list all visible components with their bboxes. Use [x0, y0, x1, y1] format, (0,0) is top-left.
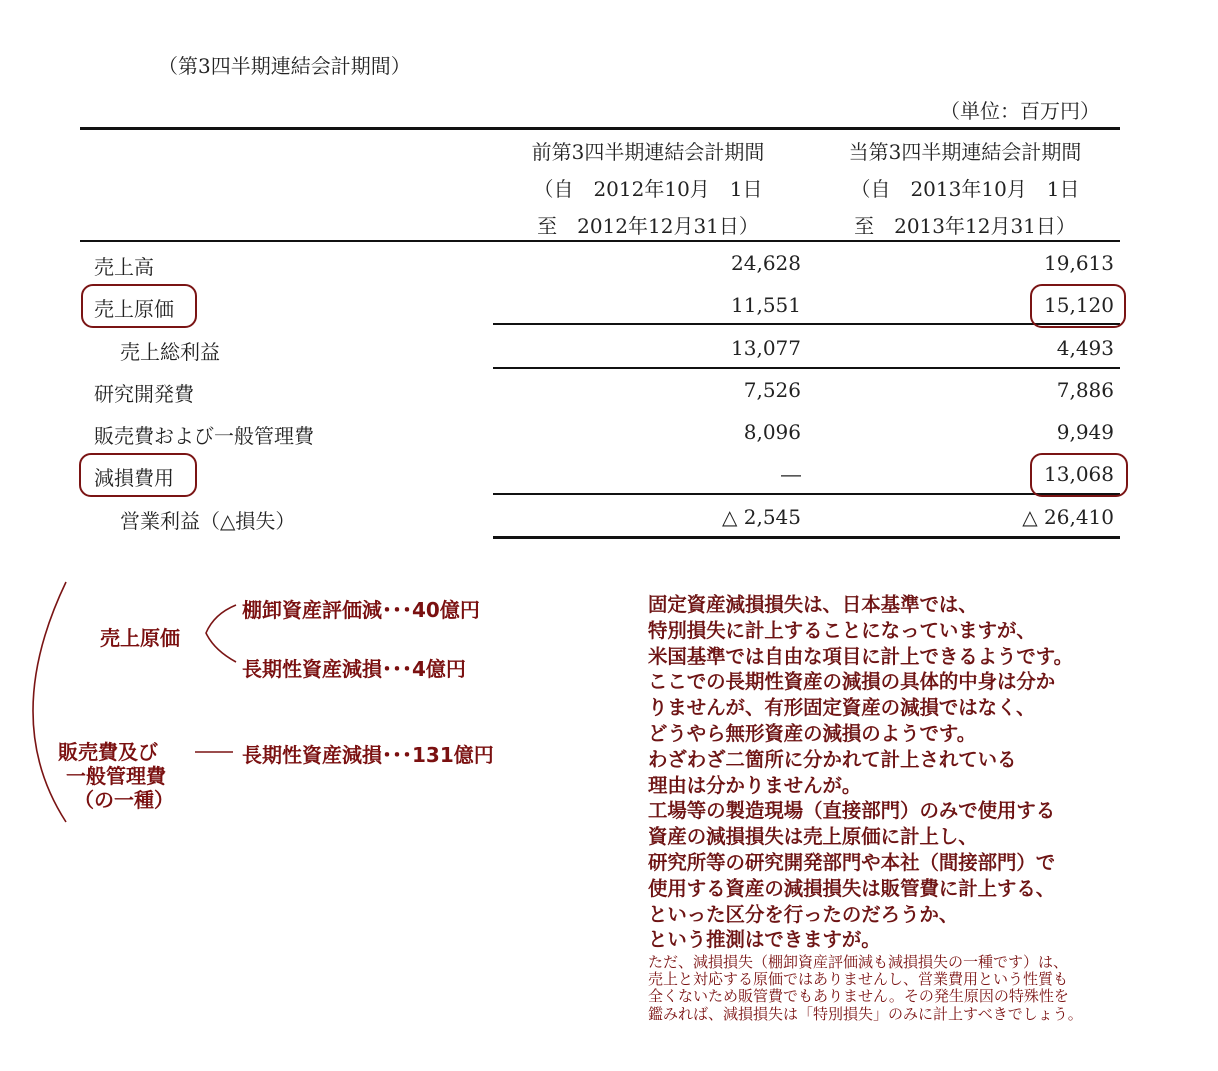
diagram-sga-item-longlived: 長期性資産減損･･･131億円 [242, 743, 494, 767]
highlight-impairment-value [1030, 453, 1128, 497]
commentary-line: 研究所等の研究開発部門や本社（間接部門）で [648, 850, 1056, 874]
cell-operating-income-curr: △ 26,410 [1022, 505, 1114, 529]
cell-sales-curr: 19,613 [1044, 251, 1114, 275]
highlight-impairment-label [79, 453, 197, 497]
column-curr-title: 当第3四半期連結会計期間 [848, 140, 1082, 164]
cell-rnd-prev: 7,526 [743, 378, 801, 402]
footnote-line: ただ、減損損失（棚卸資産評価減も減損損失の一種です）は、 [648, 953, 1069, 971]
unit-label: （単位：百万円） [940, 99, 1100, 123]
highlight-cogs-label [81, 284, 197, 328]
commentary-line: 米国基準では自由な項目に計上できるようです。 [648, 644, 1074, 668]
table-header-rule [80, 240, 1120, 242]
subtotal-rule-gross [493, 323, 1120, 325]
commentary-line: 特別損失に計上することになっていますが、 [648, 618, 1036, 642]
highlight-cogs-value [1030, 284, 1126, 328]
row-label-rnd: 研究開発費 [94, 382, 194, 406]
period-title: （第3四半期連結会計期間） [158, 54, 411, 78]
diagram-cogs-item-longlived: 長期性資産減損･･･4億円 [242, 657, 466, 681]
commentary-line: 工場等の製造現場（直接部門）のみで使用する [648, 799, 1056, 823]
subtotal-rule-gross-bottom [493, 367, 1120, 369]
commentary-line: 使用する資産の減損損失は販管費に計上する、 [648, 876, 1056, 900]
footnote-line: 売上と対応する原価ではありませんし、営業費用という性質も [648, 970, 1069, 989]
row-label-impairment: 減損費用 [94, 466, 174, 490]
column-prev-title: 前第3四半期連結会計期間 [531, 140, 765, 164]
row-label-cogs: 売上原価 [94, 297, 174, 321]
commentary-line: 固定資産減損損失は、日本基準では、 [648, 593, 978, 616]
commentary-line: といった区分を行ったのだろうか、 [648, 902, 959, 926]
cell-impairment-curr: 13,068 [1044, 462, 1114, 486]
footnote-line: 鑑みれば、減損損失は「特別損失」のみに計上すべきでしょう。 [648, 1004, 1083, 1023]
table-bottom-rule [493, 536, 1120, 539]
commentary-block [648, 592, 1073, 953]
footnote-block [648, 954, 1083, 1023]
cell-rnd-curr: 7,886 [1056, 378, 1114, 402]
commentary-line: という推測はできますが。 [648, 928, 881, 952]
cell-sga-curr: 9,949 [1056, 420, 1114, 444]
cell-sales-prev: 24,628 [731, 251, 801, 275]
diagram-sga-label-line3: （の一種） [74, 788, 174, 812]
commentary-line: りませんが、有形固定資産の減損ではなく、 [648, 696, 1036, 720]
column-prev-to: 至 2012年12月31日） [537, 214, 759, 238]
cell-gross-profit-prev: 13,077 [731, 336, 801, 360]
cell-cogs-prev: 11,551 [731, 293, 801, 317]
subtotal-rule-operating [493, 493, 1120, 495]
row-label-gross-profit: 売上総利益 [120, 340, 220, 364]
diagram-cogs-label: 売上原価 [100, 626, 180, 650]
column-curr-from: （自 2013年10月 1日 [850, 177, 1080, 201]
commentary-line: ここでの長期性資産の減損の具体的中身は分か [648, 670, 1056, 694]
cell-operating-income-prev: △ 2,545 [722, 505, 801, 529]
commentary-line: 理由は分かりませんが。 [648, 773, 862, 797]
diagram-sga-label-line2: 一般管理費 [66, 764, 166, 788]
row-label-sga: 販売費および一般管理費 [94, 424, 314, 448]
column-prev-from: （自 2012年10月 1日 [533, 177, 763, 201]
cell-gross-profit-curr: 4,493 [1056, 336, 1114, 360]
commentary-line: 資産の減損損失は売上原価に計上し、 [648, 825, 978, 849]
row-label-operating-income: 営業利益（△損失） [120, 509, 296, 533]
diagram-sga-label-line1: 販売費及び [58, 740, 158, 764]
diagram-cogs-item-inventory: 棚卸資産評価減･･･40億円 [242, 598, 480, 622]
cell-cogs-curr: 15,120 [1044, 293, 1114, 317]
footnote-line: 全くないため販管費でもありません。その発生原因の特殊性を [648, 987, 1069, 1006]
row-label-sales: 売上高 [94, 255, 154, 279]
cell-impairment-prev: ― [781, 462, 801, 486]
column-curr-to: 至 2013年12月31日） [854, 214, 1076, 238]
cell-sga-prev: 8,096 [743, 420, 801, 444]
commentary-line: わざわざ二箇所に分かれて計上されている [648, 747, 1017, 771]
commentary-line: どうやら無形資産の減損のようです。 [648, 721, 977, 745]
table-top-rule [80, 127, 1120, 130]
